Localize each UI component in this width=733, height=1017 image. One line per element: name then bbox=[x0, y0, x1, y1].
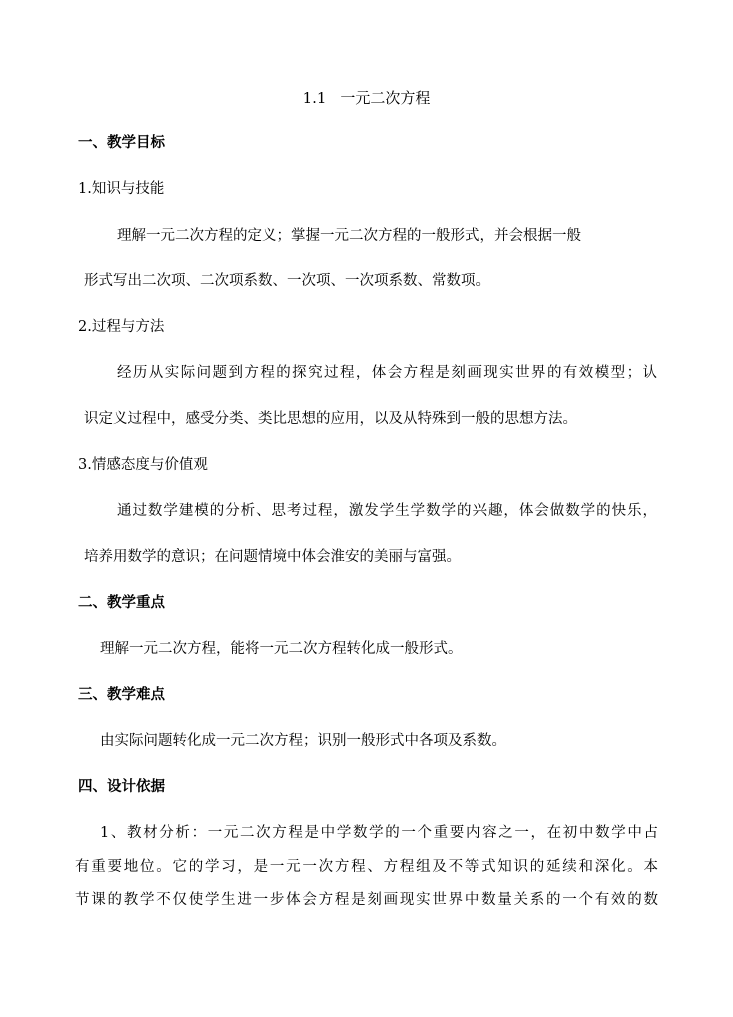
subheading-process-methods: 2.过程与方法 bbox=[78, 319, 165, 335]
subheading-emotion-values: 3.情感态度与价值观 bbox=[78, 457, 208, 473]
paragraph-basis-line-2: 有重要地位。它的学习，是一元一次方程、方程组及不等式知识的延续和深化。本 bbox=[75, 859, 658, 875]
heading-difficulties: 三、教学难点 bbox=[78, 687, 165, 703]
paragraph-difficulties: 由实际问题转化成一元二次方程；识别一般形式中各项及系数。 bbox=[100, 733, 506, 749]
paragraph-knowledge-line-1: 理解一元二次方程的定义；掌握一元二次方程的一般形式，并会根据一般 bbox=[117, 228, 581, 244]
paragraph-emotion-line-2: 培养用数学的意识；在问题情境中体会淮安的美丽与富强。 bbox=[84, 549, 461, 565]
title-text: 一元二次方程 bbox=[340, 89, 431, 107]
title-number: 1.1 bbox=[302, 89, 327, 107]
paragraph-emotion-line-1: 通过数学建模的分析、思考过程，激发学生学数学的兴趣，体会做数学的快乐， bbox=[117, 503, 657, 519]
paragraph-knowledge-line-2: 形式写出二次项、二次项系数、一次项、一次项系数、常数项。 bbox=[84, 273, 490, 289]
heading-design-basis: 四、设计依据 bbox=[78, 779, 165, 795]
heading-key-points: 二、教学重点 bbox=[78, 595, 165, 611]
page-title bbox=[0, 88, 733, 108]
paragraph-process-line-2: 识定义过程中，感受分类、类比思想的应用，以及从特殊到一般的思想方法。 bbox=[84, 411, 577, 427]
paragraph-key-points: 理解一元二次方程，能将一元二次方程转化成一般形式。 bbox=[100, 641, 463, 657]
paragraph-basis-line-1: 1、教材分析：一元二次方程是中学数学的一个重要内容之一，在初中数学中占 bbox=[100, 825, 658, 841]
subheading-knowledge-skills: 1.知识与技能 bbox=[78, 181, 165, 197]
paragraph-basis-line-3: 节课的教学不仅使学生进一步体会方程是刻画现实世界中数量关系的一个有效的数 bbox=[75, 892, 658, 908]
paragraph-process-line-1: 经历从实际问题到方程的探究过程，体会方程是刻画现实世界的有效模型；认 bbox=[117, 365, 657, 381]
heading-teaching-goals: 一、教学目标 bbox=[78, 135, 165, 151]
